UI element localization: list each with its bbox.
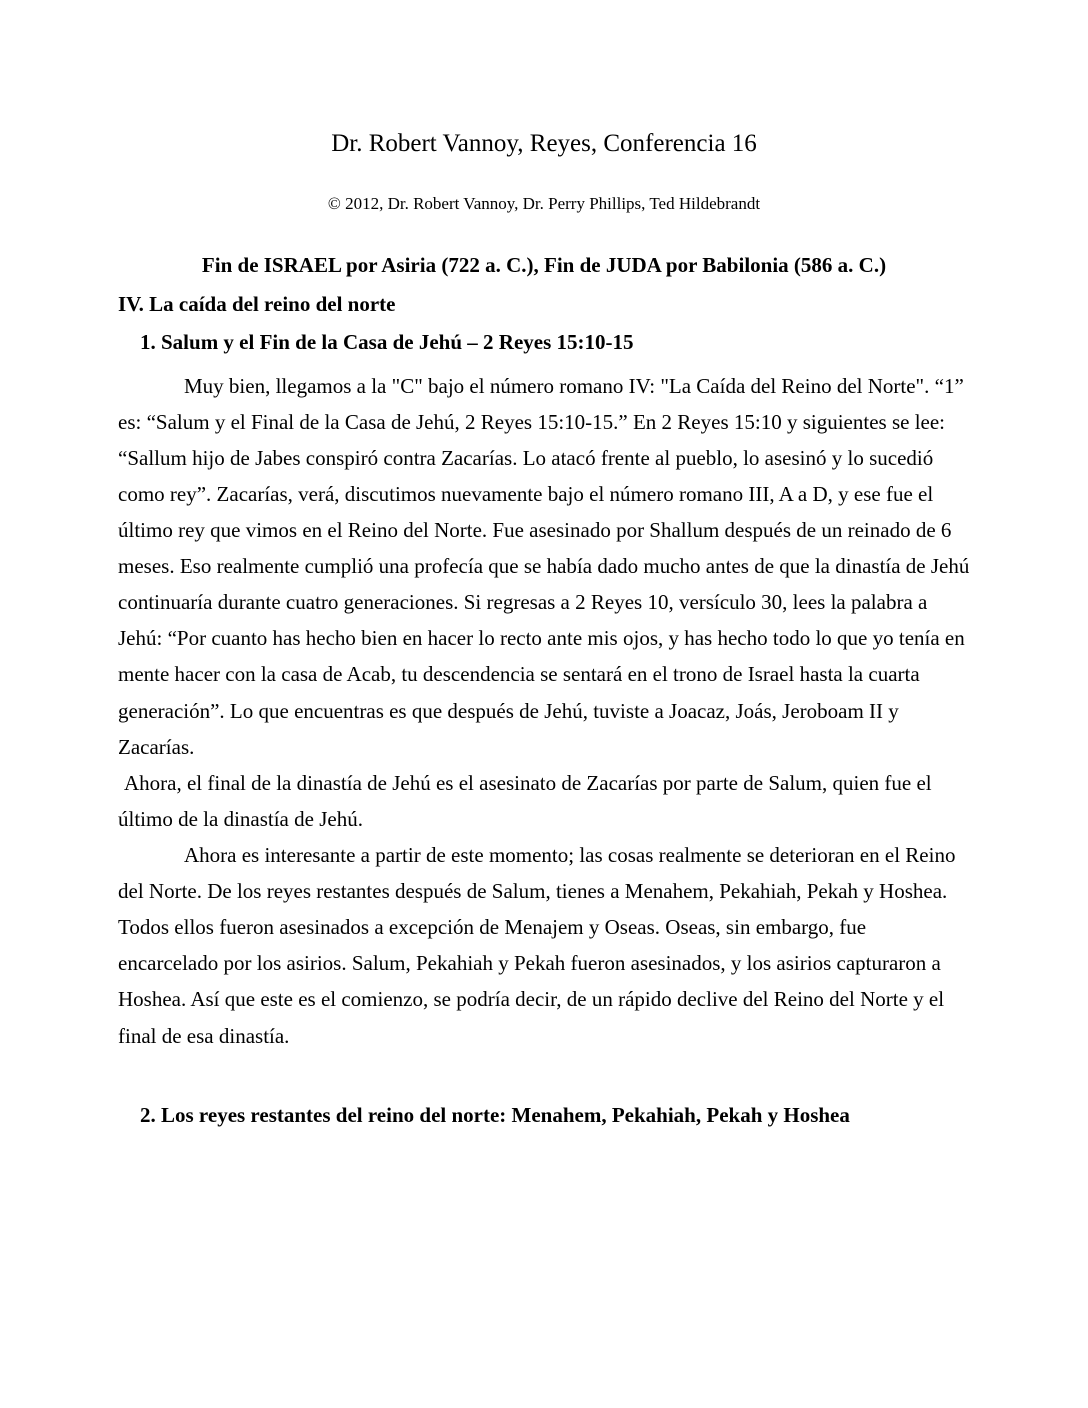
heading-subsection-1: 1. Salum y el Fin de la Casa de Jehú – 2 Reyes 15:10-15 — [140, 330, 634, 355]
paragraph-1: Muy bien, llegamos a la "C" bajo el número romano IV: "La Caída del Reino del Norte". “1” es: “Salum y el Final de la Casa de Jehú, 2 Reyes 15:10-15.” En 2 Reyes 15:10 y siguientes se lee: “Sallum hijo de Jabes conspiró contra Zacarías. Lo atacó frente al pueblo, lo asesinó y lo sucedió como rey”. Zacarías, verá, discutimos nuevamente bajo el número romano III, A a D, y ese fue el último rey que vimos en el Reino del Norte. Fue asesinado por Shallum después de un reinado de 6 meses. Eso realmente cumplió una profecía que se había dado mucho antes de que la dinastía de Jehú continuaría durante cuatro generaciones. Si regresas a 2 Reyes 10, versículo 30, lees la palabra a Jehú: “Por cuanto has hecho bien en hacer lo recto ante mis ojos, y has hecho todo lo que yo tenía en mente hacer con la casa de Acab, tu descendencia se sentará en el trono de Israel hasta la cuarta generación”. Lo que encuentras es que después de Jehú, tuviste a Joacaz, Joás, Jeroboam II y Zacarías. — [118, 373, 970, 759]
heading-main: Fin de ISRAEL por Asiria (722 a. C.), Fin de JUDA por Babilonia (586 a. C.) — [201, 253, 887, 278]
heading-subsection-2: 2. Los reyes restantes del reino del norte: Menahem, Pekahiah, Pekah y Hoshea — [140, 1102, 850, 1127]
copyright-line: © 2012, Dr. Robert Vannoy, Dr. Perry Phillips, Ted Hildebrandt — [327, 194, 761, 214]
heading-section-iv: IV. La caída del reino del norte — [118, 291, 396, 316]
page-title: Dr. Robert Vannoy, Reyes, Conferencia 16 — [331, 130, 757, 157]
paragraph-2: Ahora, el final de la dinastía de Jehú es el asesinato de Zacarías por parte de Salum, quien fue el último de la dinastía de Jehú. — [118, 770, 932, 831]
paragraph-3: Ahora es interesante a partir de este momento; las cosas realmente se deterioran en el Reino del Norte. De los reyes restantes después de Salum, tienes a Menahem, Pekahiah, Pekah y Hoshea. Todos ellos fueron asesinados a excepción de Menajem y Oseas. Oseas, sin embargo, fue encarcelado por los asirios. Salum, Pekahiah y Pekah fueron asesinados, y los asirios capturaron a Hoshea. Así que este es el comienzo, se podría decir, de un rápido declive del Reino del Norte y el final de esa dinastía. — [118, 843, 956, 1048]
